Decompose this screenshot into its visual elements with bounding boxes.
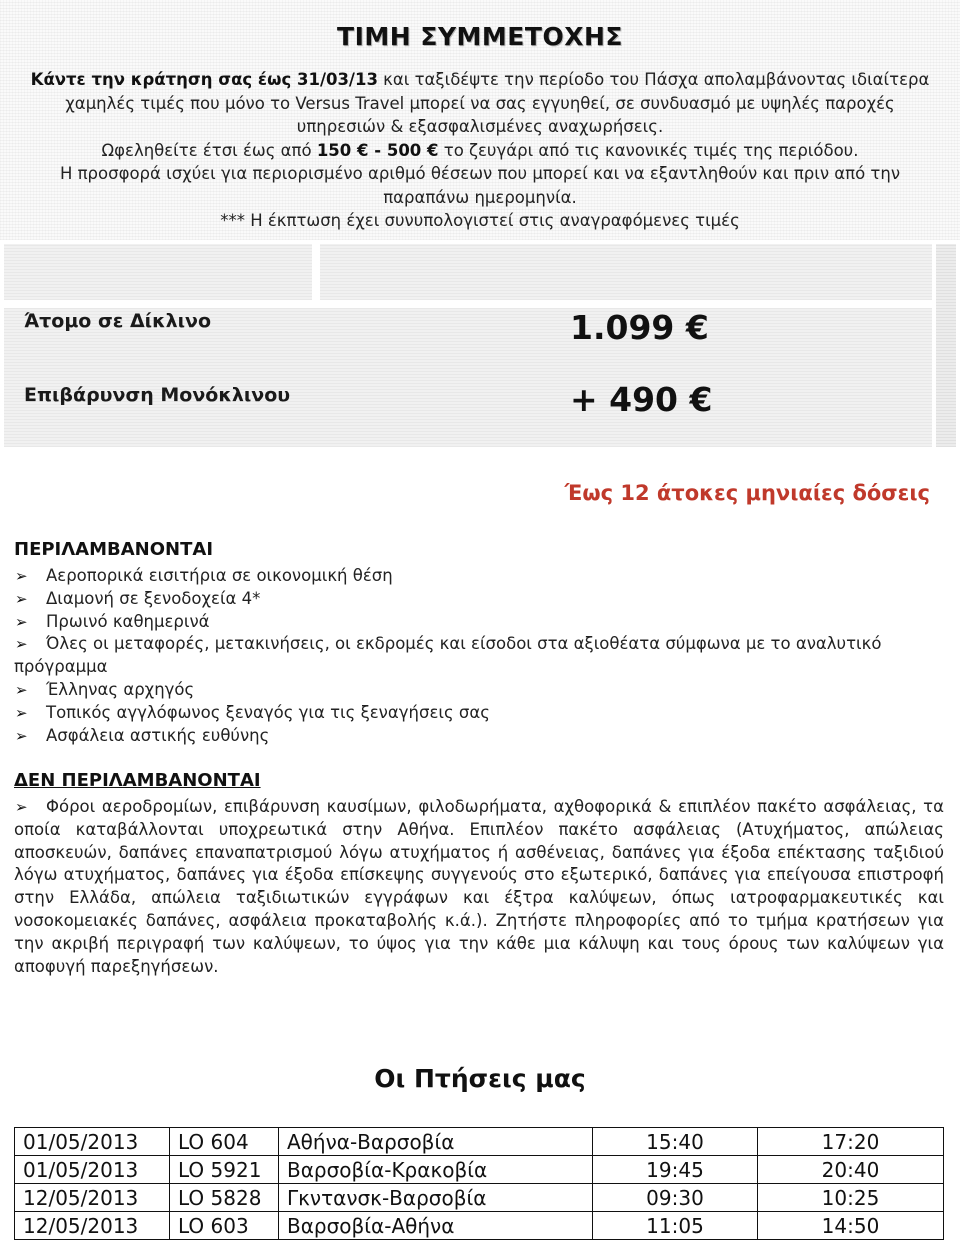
flight-date: 01/05/2013 — [15, 1156, 170, 1184]
flight-code: LO 603 — [170, 1212, 279, 1240]
flight-code: LO 5921 — [170, 1156, 279, 1184]
departure-time: 09:30 — [593, 1184, 758, 1212]
list-item: ➢ Αεροπορικά εισιτήρια σε οικονομική θέση — [14, 565, 944, 588]
offer-line-1: Η προσφορά ισχύει για περιορισμένο αριθμό θέσεων που μπορεί και να εξαντληθούν και πριν από την — [59, 164, 901, 183]
arrow-bullet-icon: ➢ — [15, 589, 28, 608]
flight-code: LO 604 — [170, 1128, 279, 1156]
table-row — [15, 1212, 944, 1240]
intro-text — [14, 68, 946, 233]
arrow-bullet-icon: ➢ — [15, 612, 28, 631]
departure-time: 11:05 — [593, 1212, 758, 1240]
offer-line-2: παραπάνω ημερομηνία. — [383, 187, 577, 207]
list-item: ➢ Έλληνας αρχηγός — [14, 679, 944, 702]
table-row — [15, 1128, 944, 1156]
intro-line-3: υπηρεσιών & εξασφαλισμένες αναχωρήσεις. — [296, 117, 664, 136]
discount-note: *** Η έκπτωση έχει συνυπολογιστεί στις αναγραφόμενες τιμές — [220, 211, 740, 230]
flight-route: Γκντανσκ-Βαρσοβία — [279, 1184, 593, 1212]
booking-deadline: Κάντε την κράτηση σας έως 31/03/13 — [30, 70, 378, 89]
intro-line-1: Κάντε την κράτηση σας έως 31/03/13 και ταξιδέψτε την περίοδο του Πάσχα απολαμβάνοντας ιδιαίτερα — [30, 70, 930, 89]
list-item: ➢ Διαμονή σε ξενοδοχεία 4* — [14, 588, 944, 611]
pricing-panel — [4, 244, 932, 447]
single-supplement-price: + 490 € — [570, 380, 713, 419]
list-item: ➢ Όλες οι μεταφορές, μετακινήσεις, οι εκδρομές και είσοδοι στα αξιοθέατα σύμφωνα με το αναλυτικό πρόγραμμα — [14, 634, 882, 677]
pricing-side-strip — [936, 244, 956, 447]
included-title: ΠΕΡΙΛΑΜΒΑΝΟΝΤΑΙ — [14, 539, 214, 560]
list-item: ➢ Πρωινό καθημερινά — [14, 611, 944, 634]
departure-time: 19:45 — [593, 1156, 758, 1184]
pricing-divider — [312, 244, 320, 306]
arrival-time: 17:20 — [758, 1128, 944, 1156]
arrow-bullet-icon: ➢ — [15, 798, 28, 816]
arrow-bullet-icon: ➢ — [15, 680, 28, 699]
flight-date: 12/05/2013 — [15, 1212, 170, 1240]
double-room-price: 1.099 € — [570, 308, 709, 347]
single-supplement-label: Επιβάρυνση Μονόκλινου — [24, 384, 291, 406]
arrow-bullet-icon: ➢ — [15, 567, 28, 585]
double-room-label: Άτομο σε Δίκλινο — [24, 310, 211, 332]
arrow-bullet-icon: ➢ — [15, 635, 28, 654]
pricing-divider — [4, 300, 932, 308]
arrow-bullet-icon: ➢ — [15, 726, 28, 745]
flights-table — [14, 1127, 944, 1240]
arrival-time: 20:40 — [758, 1156, 944, 1184]
installments-note: Έως 12 άτοκες μηνιαίες δόσεις — [564, 481, 930, 505]
flight-date: 01/05/2013 — [15, 1128, 170, 1156]
flight-route: Αθήνα-Βαρσοβία — [279, 1128, 593, 1156]
flight-code: LO 5828 — [170, 1184, 279, 1212]
arrival-time: 10:25 — [758, 1184, 944, 1212]
table-row — [15, 1184, 944, 1212]
flights-title: Οι Πτήσεις μας — [374, 1064, 586, 1093]
included-list — [14, 565, 944, 747]
not-included-text: Φόροι αεροδρομίων, επιβάρυνση καυσίμων, φιλοδωρήματα, αχθοφορικά & επιπλέον πακέτο ασφάλειας, τα οποία καταβάλλονται υποχρεωτικά στην Αθήνα. Επιπλέον πακέτο ασφάλειας (Ατυχήματος, απώλειας αποσκευών, δαπάνες επαναπατρισμού λόγω ατυχήματος ή ασθένειας, δαπάνες για έξοδα επέκτασης ταξιδιού λόγω ατυχήματος, δαπάνες για έξοδα επίσκεψης συγγενούς στο εξωτερικό, δαπάνες για επείγουσα επιστροφή στην Ελλάδα, απώλεια ταξιδιωτικών εγγράφων και έξτρα καλύψεων, όπως ιατροφαρμακευτικές και νοσοκομειακές δαπάνες, ασφάλεια προκαταβολής κ.ά.). Ζητήστε πληροφορίες από το τμήμα κρατήσεων για την ακριβή περιγραφή των καλύψεων, το ύψος για την κάθε μια κάλυψη και τους όρους των καλύψεων για αποφυγή παρεξηγήσεων. — [14, 797, 944, 976]
list-item: ➢ Τοπικός αγγλόφωνος ξεναγός για τις ξεναγήσεις σας — [14, 702, 944, 725]
arrow-bullet-icon: ➢ — [15, 703, 28, 722]
intro-line-2: χαμηλές τιμές που μόνο το Versus Travel μπορεί να σας εγγυηθεί, σε συνδυασμό με υψηλές παροχές — [65, 93, 895, 113]
list-item: ➢ Ασφάλεια αστικής ευθύνης — [14, 725, 944, 748]
table-row — [15, 1156, 944, 1184]
flight-date: 12/05/2013 — [15, 1184, 170, 1212]
arrival-time: 14:50 — [758, 1212, 944, 1240]
flight-route: Βαρσοβία-Κρακοβία — [279, 1156, 593, 1184]
benefit-line: Ωφεληθείτε έτσι έως από 150 € - 500 € το ζευγάρι από τις κανονικές τιμές της περιόδου. — [101, 140, 859, 160]
flight-route: Βαρσοβία-Αθήνα — [279, 1212, 593, 1240]
page-title: ΤΙΜΗ ΣΥΜΜΕΤΟΧΗΣ — [337, 22, 623, 51]
departure-time: 15:40 — [593, 1128, 758, 1156]
not-included-title: ΔΕΝ ΠΕΡΙΛΑΜΒΑΝΟΝΤΑΙ — [14, 770, 261, 791]
